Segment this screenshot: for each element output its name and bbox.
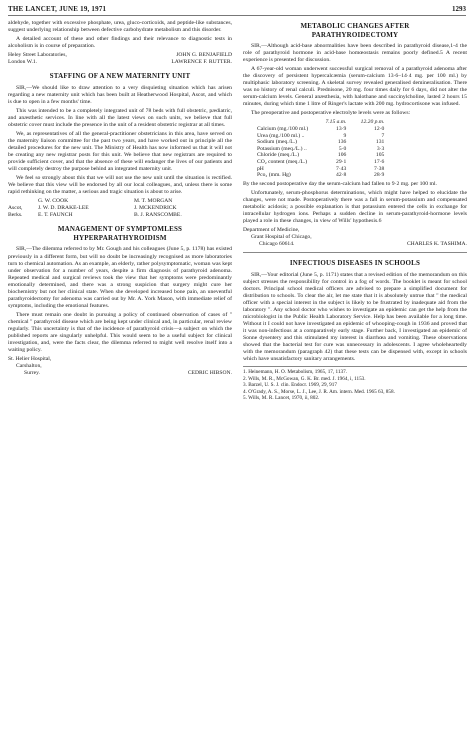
management-paragraph-1: SIR,—The dilemma referred to by Mr. Gough and his colleagues (June 5, p. 1178) has existed previously in a different form, but will no doubt be increasingly recognised as more laboratories turn to chemical automation. As an example, an elderly, rather polysymptomatic, woman was kept under observation for a number of years, despite a firm diagnosis of parathyroid adenoma. Repeated medical and surgical reviews took the view that her symptoms were predominantly emotionally determined, and there was a strong suspicion that surgery might cure her biochemistry but not her clinical state. When she developed increased bone pain, an uneventful parathyroidectomy for adenoma was carried out by Mr. A. York Mason, with immediate relief of symptoms, including the emotional features. <box>8 246 232 309</box>
signatory: M. T. MORGAN <box>134 198 173 205</box>
management-title: MANAGEMENT OF SYMPTOMLESS HYPERPARATHYROIDISM <box>57 225 183 242</box>
intro-address-line-2: London W.1. <box>8 59 38 66</box>
signatory: G. W. COOK <box>38 198 69 205</box>
signatory: J. W. D. DRAKE-LEE <box>38 205 89 212</box>
reference-item: 2. Wills, M. R., McGowan, G. K. Br. med. J. 1964, i, 1153. <box>243 375 366 382</box>
management-address-3: Surrey. <box>24 370 40 377</box>
page-number: 1293 <box>452 5 466 13</box>
management-address-2: Carshalton, <box>16 363 42 370</box>
metabolic-paragraph-2: A 67-year-old woman underwent successful surgical removal of a parathyroid adenoma after the discovery of persistent hypercalcæmia (serum-calcium 13·6–14·4 mg. per 100 ml.) by multiphasic laboratory screening. A skeletal survey revealed generalised demineralisation. There was no history of renal calculi. Prednisone, 20 mg. four times daily for 6 days, did not alter the serum-calcium levels. General anæsthesia, with halothane and succinylcholine, lasted 2 hours 15 minutes, during which time 1 litre of Ringer's lactate with 200 mg. hydrocortisone was infused. <box>243 66 467 108</box>
signatory: B. J. RANSCOMBE. <box>134 212 182 219</box>
metabolic-paragraph-3: The preoperative and postoperative electrolyte levels were as follows: <box>251 110 411 117</box>
intro-signature <box>8 52 232 66</box>
table-row: Chloride (meq./L.) 106 105 <box>257 152 385 159</box>
infectious-title: INFECTIOUS DISEASES IN SCHOOLS <box>289 259 421 268</box>
intro-address-line-1: Heley Street Laboratories, <box>8 52 67 59</box>
metabolic-paragraph-1: SIR,—Although acid-base abnormalities have been described in parathyroid disease,1-4 the role of parathyroid hormone in acid-base homœostasis remains poorly defined.5 A recent experience is presented for discussion. <box>243 43 467 64</box>
staffing-place-2: Berks. <box>8 212 23 219</box>
divider <box>243 252 467 253</box>
column-header: 12.20 p.m. <box>360 119 385 126</box>
left-column <box>8 20 232 381</box>
running-header <box>8 3 466 16</box>
column-header: 7.15 a.m. <box>325 119 347 126</box>
references <box>243 366 467 401</box>
staffing-signatories <box>8 198 232 219</box>
signatory: J. MCKENDRICK <box>134 205 177 212</box>
table-row: CO₂ content (meq./L.) 29·1 17·6 <box>257 159 385 166</box>
staffing-paragraph-3: We, as representatives of all the general-practitioner obstetricians in this area, have served on the maternity liaison committee for the past two years, and have worked out in principle all the detailed procedures for the new unit. The Ministry of Health has now informed us that it will not be creating any new registrar posts for this unit. We believe that new registrars are required to provide sufficient cover, and that the absence of these will endanger the lives of our patients and will completely destroy the purpose behind an integrated maternity unit. <box>8 131 232 173</box>
management-address-1: St. Helier Hospital, <box>8 356 52 363</box>
reference-item: 4. O'Grady, A. S., Morse, L. J., Lee, J. R. Am. intern. Med. 1965 63, 858. <box>243 388 395 395</box>
metabolic-address-2: Grant Hospital of Chicago, <box>251 234 312 241</box>
table-row: Calcium (mg./100 ml.) 13·9 12·0 <box>257 126 385 133</box>
intro-author-1: JOHN G. BENJAFIELD <box>176 52 232 59</box>
management-paragraph-2: There must remain one doubt in pursuing a policy of continued observation of cases of " chemical " parathyroid disease which are being kept under clinical and, in particular, renal review regularly. This uncertainty is that of the incidence of parathyroid crisis—a subject on which the published reports are singularly unhelpful. This would seem to be a useful subject for clinical investigation, and, were the facts clear, the dilemma referred to might well resolve itself into a waiting policy. <box>8 311 232 354</box>
infectious-paragraph-1: SIR,—Your editorial (June 5, p. 1171) states that a revised edition of the memorandum on this subject stresses the responsibility for control in a fog of words. The booklet is meant for school doctors. Principal school medical officers are advised to prepare a simplified document for distribution to schools. To clear the air, let me state that it is absolutely untrue that " the medical officer with a special interest in the subject is likely to be frustrated by inadequate aid from the laboratory ". Any school doctor who wishes to investigate an epidemic can get the help from the microbiologist in the Public Health Laboratory Service. Help has been available for a long time. Without it I could not have investigated an epidemic of whooping-cough in 1936 and proved that it was non-infectious at a comparatively early stage. Further back, I investigated an epidemic of Sonne dysentery and this stimulated my interest in diarrhœa and vomiting. These observations showed that the bacterial test for cure was unnecessary in adolescents. I agree wholeheartedly with the memorandum (paragraph 42) that these tests can be dispensed with, except in schools which have unsatisfactory sanitary arrangements. <box>243 271 467 363</box>
staffing-paragraph-1: SIR,—We should like to draw attention to a very disquieting situation which has arisen regarding a new maternity unit which has been built at Heatherwood Hospital, Ascot, and which is due to open in a few months' time. <box>8 84 232 105</box>
table-row: Sodium (meq./L.) 136 131 <box>257 139 385 146</box>
journal-title: THE LANCET, JUNE 19, 1971 <box>8 5 107 13</box>
reference-item: 3. Barzel, U. S. J. clin. Endocr. 1969, 29, 917 <box>243 382 337 389</box>
signatory: E. T. FAUNCH <box>38 212 73 219</box>
table-row: Urea (mg./100 ml.) .. 9 7 <box>257 132 385 139</box>
reference-item: 5. Wills, M. R. Lancet, 1970, ii, 802. <box>243 394 320 401</box>
intro-paragraph-2: A detailed account of these and other findings and their relevance to diagnostic tests in alcoholism is in course of preparation. <box>8 36 232 50</box>
metabolic-paragraph-4: By the second postoperative day the serum-calcium had fallen to 9·2 mg. per 100 ml. <box>243 180 437 187</box>
metabolic-address-3: Chicago 60614. <box>259 241 295 248</box>
staffing-paragraph-4: We feel so strongly about this that we will not use the new unit until the situation is rectified. We believe that this view will be endorsed by all our local colleagues, and, unless there is some rapid rethinking on the matter, a serious and tragic situation is about to arise. <box>8 175 232 196</box>
table-row: Pco₂ (mm. Hg) 42·8 28·9 <box>257 172 385 179</box>
electrolyte-table <box>257 119 388 178</box>
reference-item: 1. Heinemann, H. O. Metabolism, 1965, 17, 1137. <box>243 369 347 376</box>
intro-paragraph-1: aldehyde, together with excessive phosphate, urea, gluco-corticoids, and peptide-like substances, suggest underlying relationship between defective carbohydrate metabolism and this disorder. <box>8 20 232 34</box>
table-row: pH 7·43 7·38 <box>257 165 385 172</box>
metabolic-author: CHARLES K. TASHIMA. <box>406 241 467 248</box>
staffing-title: STAFFING OF A NEW MATERNITY UNIT <box>49 72 191 81</box>
metabolic-address-1: Department of Medicine, <box>243 227 300 234</box>
metabolic-title: METABOLIC CHANGES AFTER PARATHYROIDECTOMY <box>300 22 410 39</box>
intro-author-2: LAWRENCE F. RUTTER. <box>171 59 232 66</box>
table-row: Potassium (meq./L.) .. 5·0 3·3 <box>257 145 385 152</box>
management-signature <box>8 356 232 377</box>
metabolic-signature <box>243 227 467 248</box>
management-author: CEDRIC HIBSON. <box>187 370 232 377</box>
staffing-paragraph-2: This was intended to be a completely integrated unit of 78 beds with full obstetric, pædiatric, and anæsthetic services. In line with all the latest views on such units, we believe that full obstetric cover must include the presence in the unit of a resident obstetric registrar at all times. <box>8 107 232 129</box>
staffing-place-1: Ascot, <box>8 205 23 212</box>
metabolic-paragraph-5: Unfortunately, serum-phosphorus determinations, which might have helped to elucidate the changes, were not made. Postoperatively there was a fall in serum-potassium and compensated metabolic acidosis; a possible explanation is that potassium entered the cells in exchange for intracellular hydrogen ions. Perhaps a sudden decline in serum-parathyroid-hormone levels played a role in these changes, in view of Wills' hypothesis.6 <box>243 189 467 225</box>
right-column <box>243 20 467 401</box>
